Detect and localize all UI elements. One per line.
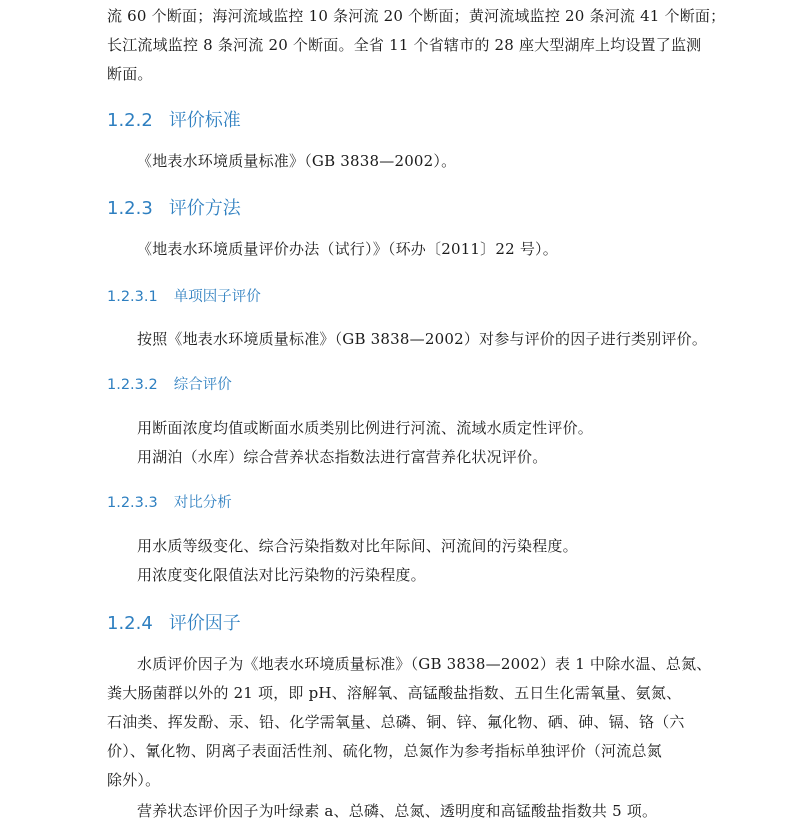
paragraph-comprehensive-2: 用湖泊（水库）综合营养状态指数法进行富营养化状况评价。 [137, 448, 548, 466]
heading-number: 1.2.3 [107, 198, 153, 219]
heading-number: 1.2.3.1 [107, 289, 158, 305]
paragraph-comparison-1: 用水质等级变化、综合污染指数对比年际间、河流间的污染程度。 [137, 537, 578, 555]
heading-1-2-4 [107, 609, 241, 635]
heading-title: 综合评价 [173, 377, 232, 393]
paragraph-comprehensive-1: 用断面浓度均值或断面水质类别比例进行河流、流域水质定性评价。 [137, 419, 594, 437]
heading-1-2-3-1 [107, 285, 261, 306]
heading-1-2-3-2 [107, 373, 232, 394]
paragraph-factors-line-2: 粪大肠菌群以外的 21 项，即 pH、溶解氧、高锰酸盐指数、五日生化需氧量、氨氮、 [107, 684, 682, 702]
intro-line-1: 流 60 个断面；海河流域监控 10 条河流 20 个断面；黄河流域监控 20 条河流 41 个断面； [107, 7, 726, 25]
paragraph-single-factor: 按照《地表水环境质量标准》（GB 3838—2002）对参与评价的因子进行类别评价。 [137, 330, 708, 348]
paragraph-factors-line-1: 水质评价因子为《地表水环境质量标准》（GB 3838—2002）表 1 中除水温、总氮、 [137, 655, 712, 673]
paragraph-comparison-2: 用浓度变化限值法对比污染物的污染程度。 [137, 566, 426, 584]
paragraph-factors-line-3: 石油类、挥发酚、汞、铅、化学需氧量、总磷、铜、锌、氟化物、硒、砷、镉、铬（六 [107, 713, 685, 731]
paragraph-method: 《地表水环境质量评价办法（试行）》（环办〔2011〕22 号）。 [137, 240, 558, 258]
heading-number: 1.2.3.2 [107, 377, 158, 393]
heading-1-2-3 [107, 194, 241, 220]
heading-title: 评价标准 [168, 110, 241, 131]
paragraph-factors-line-4: 价）、氰化物、阴离子表面活性剂、硫化物，总氮作为参考指标单独评价（河流总氮 [107, 742, 662, 760]
heading-1-2-2 [107, 106, 241, 132]
paragraph-factors-line-5: 除外）。 [107, 771, 161, 789]
heading-number: 1.2.3.3 [107, 495, 158, 511]
heading-title: 对比分析 [173, 495, 232, 511]
paragraph-nutrition-factors: 营养状态评价因子为叶绿素 a、总磷、总氮、透明度和高锰酸盐指数共 5 项。 [137, 802, 658, 820]
heading-number: 1.2.4 [107, 613, 153, 634]
heading-title: 评价方法 [168, 198, 241, 219]
heading-1-2-3-3 [107, 491, 232, 512]
intro-line-3: 断面。 [107, 65, 153, 83]
heading-number: 1.2.2 [107, 110, 153, 131]
intro-line-2: 长江流域监控 8 条河流 20 个断面。全省 11 个省辖市的 28 座大型湖库上均设置了监测 [107, 36, 702, 54]
heading-title: 单项因子评价 [173, 289, 261, 305]
paragraph-standard: 《地表水环境质量标准》（GB 3838—2002）。 [137, 152, 457, 170]
heading-title: 评价因子 [168, 613, 241, 634]
